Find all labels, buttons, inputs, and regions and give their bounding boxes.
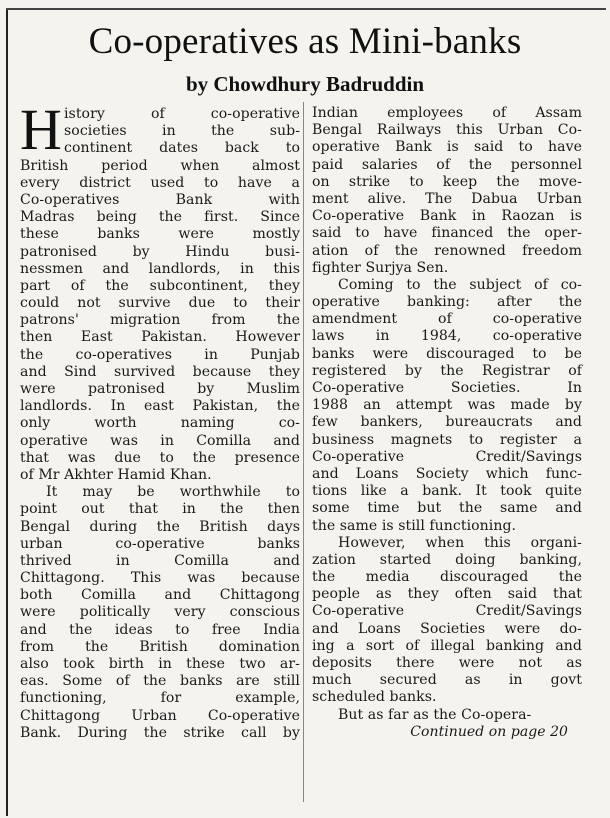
body-line: thrived in Comilla and — [20, 552, 300, 569]
body-line: and Loans Societies were do- — [312, 620, 582, 637]
body-line: urban co-operative banks — [20, 535, 300, 552]
body-line: patronised by Hindu busi- — [20, 243, 300, 260]
body-line: Madras being the first. Since — [20, 209, 300, 226]
right-column — [312, 105, 582, 741]
body-line: on strike to keep the move- — [312, 173, 582, 190]
body-line: from the British domination — [20, 638, 300, 655]
body-line: banks were discouraged to be — [312, 345, 582, 362]
body-line: It may be worthwhile to — [46, 484, 300, 501]
body-line: fighter Surjya Sen. — [312, 259, 449, 276]
body-line: ation of the renowned freedom — [312, 242, 582, 259]
body-line: British period when almost — [20, 157, 300, 174]
body-line: Co-operative Societies. In — [312, 380, 582, 396]
body-line: then East Pakistan. However — [20, 329, 300, 346]
body-line: and the ideas to free India — [20, 621, 300, 638]
body-line: operative was in Comilla and — [20, 432, 300, 449]
body-line: nessmen and landlords, in this — [20, 260, 300, 277]
body-line: ment alive. The Dabua Urban — [312, 190, 582, 207]
body-line: of Mr Akhter Hamid Khan. — [20, 466, 212, 483]
body-line: Co-operatives Bank with — [20, 191, 300, 208]
body-line: zation started doing banking, — [312, 551, 582, 568]
body-line: some time but the same and — [312, 500, 582, 517]
continued-notice: Continued on page 20 — [410, 723, 568, 740]
body-line: operative banking: after the — [312, 294, 582, 311]
body-line: Coming to the subject of co- — [338, 276, 582, 293]
body-line: istory of co-operative — [64, 106, 300, 122]
body-line: Bank. During the strike call by — [20, 724, 300, 741]
body-line: business magnets to register a — [312, 431, 582, 448]
body-line: were patronised by Muslim — [20, 381, 300, 397]
body-line: Chittagong. This was because — [20, 570, 300, 587]
body-line: both Comilla and Chittagong — [20, 587, 300, 604]
column-divider — [303, 102, 304, 802]
body-line: patrons' migration from the — [20, 312, 300, 329]
body-line: the same is still functioning. — [312, 517, 517, 534]
body-line: Co-operative Credit/Savings — [312, 448, 582, 465]
left-column — [20, 97, 300, 742]
body-line: scheduled banks. — [312, 689, 437, 706]
headline: Co-operatives as Mini-banks — [88, 21, 522, 62]
body-line: Bengal Railways this Urban Co- — [312, 122, 582, 139]
body-line: every district used to have a — [20, 174, 300, 191]
body-line: Indian employees of Assam — [312, 105, 582, 121]
body-line: functioning, for example, — [20, 690, 300, 707]
body-line: Bengal during the British days — [20, 518, 300, 535]
body-line: deposits there were not as — [312, 655, 582, 671]
body-line: that was due to the presence — [20, 449, 300, 466]
body-line: laws in 1984, co-operative — [312, 328, 582, 345]
body-line: Co-operative Bank in Raozan is — [312, 208, 582, 225]
body-line: few bankers, bureaucrats and — [312, 414, 582, 431]
drop-cap: H — [20, 97, 62, 162]
body-line: 1988 an attempt was made by — [312, 397, 582, 414]
body-line: much secured as in govt — [312, 672, 582, 689]
body-line: tions like a bank. It took quite — [312, 483, 582, 500]
body-line: But as far as the Co-opera- — [338, 706, 532, 723]
body-line: point out that in the then — [20, 501, 300, 518]
body-line: the co-operatives in Punjab — [20, 346, 300, 363]
body-line: Chittagong Urban Co-operative — [20, 707, 300, 724]
body-line: part of the subcontinent, they — [20, 277, 300, 294]
body-line: continent dates back to — [64, 140, 300, 157]
drop-cap-block — [20, 97, 300, 162]
body-line: people as they often said that — [312, 586, 582, 603]
column-rule-top — [6, 8, 606, 10]
body-line: and Loans Society which func- — [312, 465, 582, 482]
body-line: amendment of co-operative — [312, 311, 582, 328]
body-line: However, when this organi- — [338, 534, 582, 551]
column-rule-left — [6, 8, 8, 816]
body-line: said to have financed the oper- — [312, 225, 582, 242]
body-line: Co-operative Credit/Savings — [312, 603, 582, 620]
body-line: societies in the sub- — [64, 123, 300, 140]
body-line: could not survive due to their — [20, 295, 300, 312]
body-line: operative Bank is said to have — [312, 139, 582, 156]
body-line: ing a sort of illegal banking and — [312, 637, 582, 654]
body-line: eas. Some of the banks are still — [20, 673, 300, 690]
body-line: landlords. In east Pakistan, the — [20, 398, 300, 415]
body-line: the media discouraged the — [312, 569, 582, 586]
body-line: these banks were mostly — [20, 226, 300, 243]
body-line: only worth naming co- — [20, 415, 300, 432]
body-line: also took birth in these two ar- — [20, 656, 300, 672]
body-line: were politically very conscious — [20, 604, 300, 621]
byline: by Chowdhury Badruddin — [185, 72, 425, 96]
body-line: paid salaries of the personnel — [312, 156, 582, 173]
body-line: and Sind survived because they — [20, 363, 300, 380]
body-line: registered by the Registrar of — [312, 362, 582, 379]
